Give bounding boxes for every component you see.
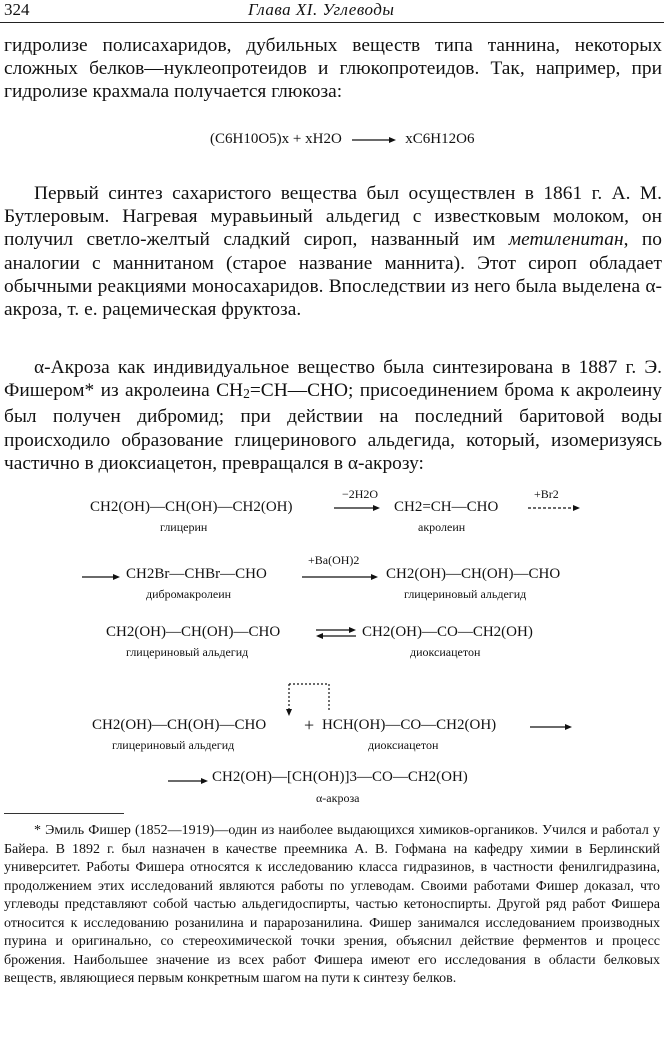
paragraph-1-text: гидролизе полисахаридов, дубильных веществ типа таннина, некоторых сложных белков—нуклеопротеидов и глюкопротеидов. Так, например, при гидролизе крахмала получается глюкоза: [4, 35, 662, 103]
condensation-arrow-icon [528, 722, 574, 732]
footnote-text: * Эмиль Фишер (1852—1919)—один из наиболее выдающихся химиков-органиков. Учился и работал у Байера. В 1892 г. был назначен в качестве преемника А. В. Гофмана на кафедру химии в Берлинский университет. Работы Фишера относятся к исследованию класса гидразинов, в частности фенилгидразина, продолжением этих исследований являются работы по углеводам. Своими работами Фишер доказал, что углеводы представляют собой частью альдегидоспирты, частью кетоноспирты. Другой ряд работ Фишера относится к исследованию розанилина и парарозанилина. Фишер занимался исследованием производных пурина и оригинально, со стереохимической точки зрения, объяснил действие ферментов и процесс брожения. Наибольшее значение из всех работ Фишера имеют его исследования в области белковых веществ, являющиеся первым конкретным шагом на пути к синтезу белков. [4, 823, 660, 986]
paragraph-2-part-a: Первый синтез сахаристого вещества был осуществлен в 1861 г. А. М. Бутлеровым. Нагревая муравьиный альдегид с известковым молоком, он получил светло-желтый сладкий сироп, названный им [4, 183, 662, 251]
equilibrium-arrow-icon [314, 626, 358, 640]
hydrolysis-reactant: (C6H10O5)x + xH2O [210, 131, 342, 147]
paragraph-2 [4, 182, 662, 321]
paragraph-1 [4, 34, 662, 104]
paragraph-3-part-b: =CH—CHO; присоединением брома к акролеину был получен дибромид; при действии на последний баритовой воды происходило образование глицеринового альдегида, который, изомеризуясь частично в диоксиацетон, превращался в α-акрозу: [4, 380, 663, 474]
footnote [4, 822, 660, 989]
paragraph-2-italic-term: метиленитан [508, 229, 624, 251]
condensation-left-formula: CH2(OH)—CH(OH)—CHO [92, 717, 267, 733]
glyceraldehyde-formula: CH2(OH)—CH(OH)—CHO [386, 566, 561, 582]
header-rule [0, 22, 664, 23]
equilibrium-left-label: глицериновый альдегид [126, 645, 249, 659]
paragraph-3-text [4, 356, 662, 475]
plus-sign: + [304, 715, 315, 735]
equilibrium-left-formula: CH2(OH)—CH(OH)—CHO [106, 624, 281, 640]
paragraph-2-text [4, 182, 662, 321]
dibromoacrolein-formula: CH2Br—CHBr—CHO [126, 566, 267, 582]
equilibrium-right-label: диоксиацетон [410, 645, 481, 659]
product-arrow-icon [166, 776, 210, 786]
continuation-arrow-icon [80, 572, 122, 582]
acrose-formula: CH2(OH)—[CH(OH)]3—CO—CH2(OH) [212, 769, 468, 785]
paragraph-3-part-a: α-Акроза как индивидуальное вещество была синтезирована в 1887 г. Э. Фишером* из акролеина CH [4, 357, 662, 402]
glyceraldehyde-label: глицериновый альдегид [404, 587, 527, 601]
reaction-arrow-icon [350, 135, 398, 145]
hydrolysis-product: xC6H12O6 [405, 131, 475, 147]
aldol-bond-bracket-icon [283, 680, 337, 720]
condensation-right-label: диоксиацетон [368, 738, 439, 752]
hydrolysis-arrow-icon [300, 572, 380, 582]
acrose-label: α-акроза [316, 791, 360, 805]
condensation-left-label: глицериновый альдегид [112, 738, 235, 752]
running-header [0, 0, 664, 24]
barium-hydroxide-condition: +Ba(OH)2 [308, 553, 360, 567]
paragraph-3-subscript: 2 [243, 386, 250, 402]
footnote-rule [4, 813, 124, 814]
running-title: Глава XI. Углеводы [248, 0, 395, 19]
page-number: 324 [4, 0, 30, 19]
acrolein-label: акролеин [418, 520, 466, 534]
glycerin-formula: CH2(OH)—CH(OH)—CH2(OH) [90, 499, 293, 515]
dehydration-condition: −2H2O [342, 487, 379, 501]
acrolein-formula: CH2=CH—CHO [394, 499, 499, 515]
glycerin-label: глицерин [160, 520, 208, 534]
hydrolysis-equation [210, 131, 474, 148]
dibromoacrolein-label: дибромакролеин [146, 587, 232, 601]
paragraph-3 [4, 356, 662, 475]
bromination-condition: +Br2 [534, 487, 559, 501]
dehydration-arrow-icon [332, 503, 382, 513]
paragraph-2-part-b: , по аналогии с маннитаном (старое название маннита). Этот сироп обладает обычными реакциями моносахаридов. Впоследствии из него была выделена α-акроза, т. е. рацемическая фруктоза. [4, 229, 662, 321]
condensation-right-formula: HCH(OH)—CO—CH2(OH) [322, 717, 497, 733]
bromination-arrow-icon [526, 503, 582, 513]
equilibrium-right-formula: CH2(OH)—CO—CH2(OH) [362, 624, 533, 640]
